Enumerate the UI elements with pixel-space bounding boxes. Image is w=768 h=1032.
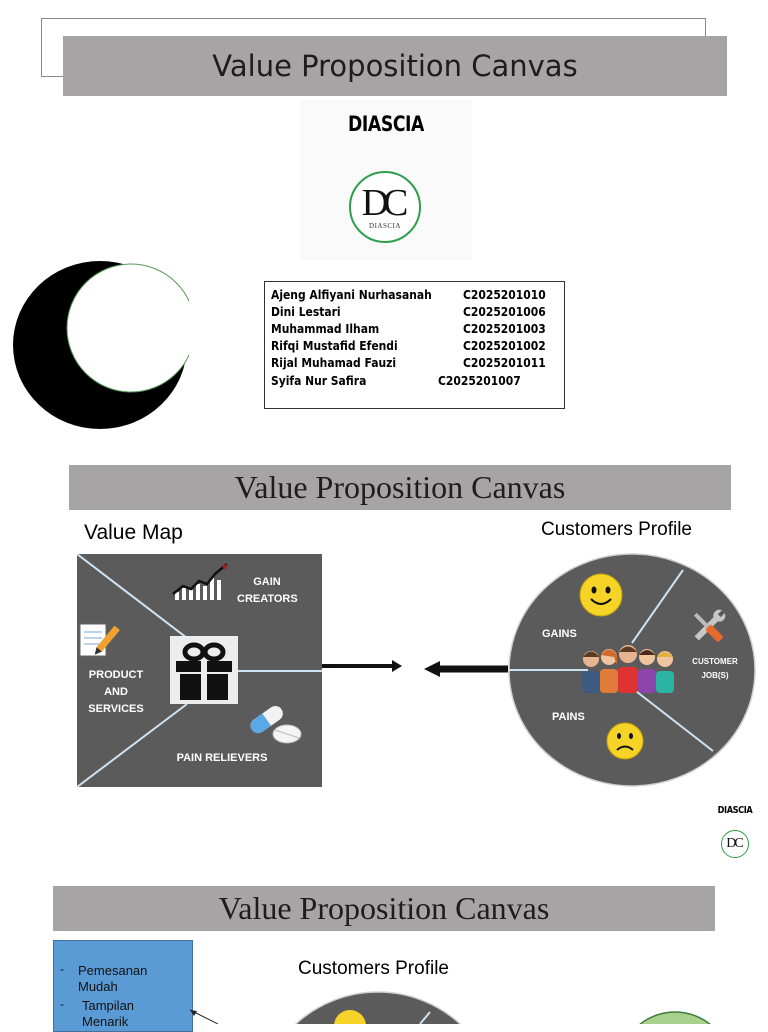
benefit-item: Pemesanan Mudah (78, 963, 148, 994)
products-services-label: PRODUCT AND SERVICES (88, 669, 144, 715)
member-name: Ajeng Alfiyani Nurhasanah (271, 287, 432, 302)
tools-icon (686, 605, 730, 649)
logo-monogram: DC (361, 182, 403, 224)
member-name: Dini Lestari (271, 304, 341, 319)
crescent-moon-shape (13, 261, 189, 431)
pains-label: PAINS (552, 711, 585, 723)
member-name: Rifqi Mustafid Efendi (271, 338, 398, 353)
people-group-icon (578, 641, 678, 693)
member-name: Rijal Muhamad Fauzi (271, 355, 397, 370)
logo-subtext: DIASCIA (369, 222, 401, 230)
gain-creators-label: GAIN CREATORS (237, 576, 298, 605)
slide3-title: Value Proposition Canvas (218, 890, 550, 926)
bullet-dash: - (60, 997, 64, 1011)
member-id: C2025201006 (463, 304, 546, 319)
members-table (264, 281, 565, 409)
member-id: C2025201011 (463, 355, 546, 370)
value-map-heading: Value Map (84, 521, 183, 544)
brand-name: DIASCIA (348, 112, 424, 136)
happy-face-icon (578, 572, 624, 618)
logo-monogram-small: DC (726, 836, 742, 851)
slide3-green-circle-top (620, 1008, 730, 1024)
slide3-title-bar (53, 886, 715, 931)
growth-chart-icon (171, 562, 233, 604)
member-name: Muhammad Ilham (271, 321, 380, 336)
connector-arrows (322, 656, 508, 680)
brand-logo-small (721, 830, 749, 858)
member-id: C2025201007 (438, 373, 521, 388)
slide3-profile-circle-top (280, 990, 480, 1024)
benefit-item: Tampilan Menarik (82, 998, 135, 1029)
slide2-title-bar (69, 465, 731, 510)
pain-relievers-label: PAIN RELIEVERS (176, 752, 268, 764)
brand-logo (349, 171, 421, 243)
customer-profile-circle (508, 553, 756, 787)
brand-block (300, 100, 472, 260)
customer-jobs-label: CUSTOMER JOB(S) (692, 657, 738, 680)
gift-icon (170, 636, 238, 704)
gains-label: GAINS (542, 628, 577, 640)
customers-profile-heading: Customers Profile (541, 519, 692, 540)
member-id: C2025201002 (463, 338, 546, 353)
connector-line (188, 1008, 218, 1024)
slide2-title: Value Proposition Canvas (234, 469, 566, 505)
notepad-icon (78, 620, 120, 660)
title-outline-frame-edge (705, 18, 706, 36)
member-id: C2025201010 (463, 287, 546, 302)
slide1-title: Value Proposition Canvas (212, 49, 578, 83)
value-map-panel (77, 554, 322, 787)
pills-icon (247, 702, 307, 746)
slide1-title-bar (63, 36, 727, 96)
member-id: C2025201003 (463, 321, 546, 336)
sad-face-icon (605, 721, 645, 761)
bullet-dash: - (60, 962, 64, 976)
brand-name-small: DIASCIA (717, 805, 753, 816)
slide3-customers-profile-heading: Customers Profile (298, 958, 449, 979)
benefits-box (53, 940, 193, 1032)
member-name: Syifa Nur Safira (271, 373, 367, 388)
